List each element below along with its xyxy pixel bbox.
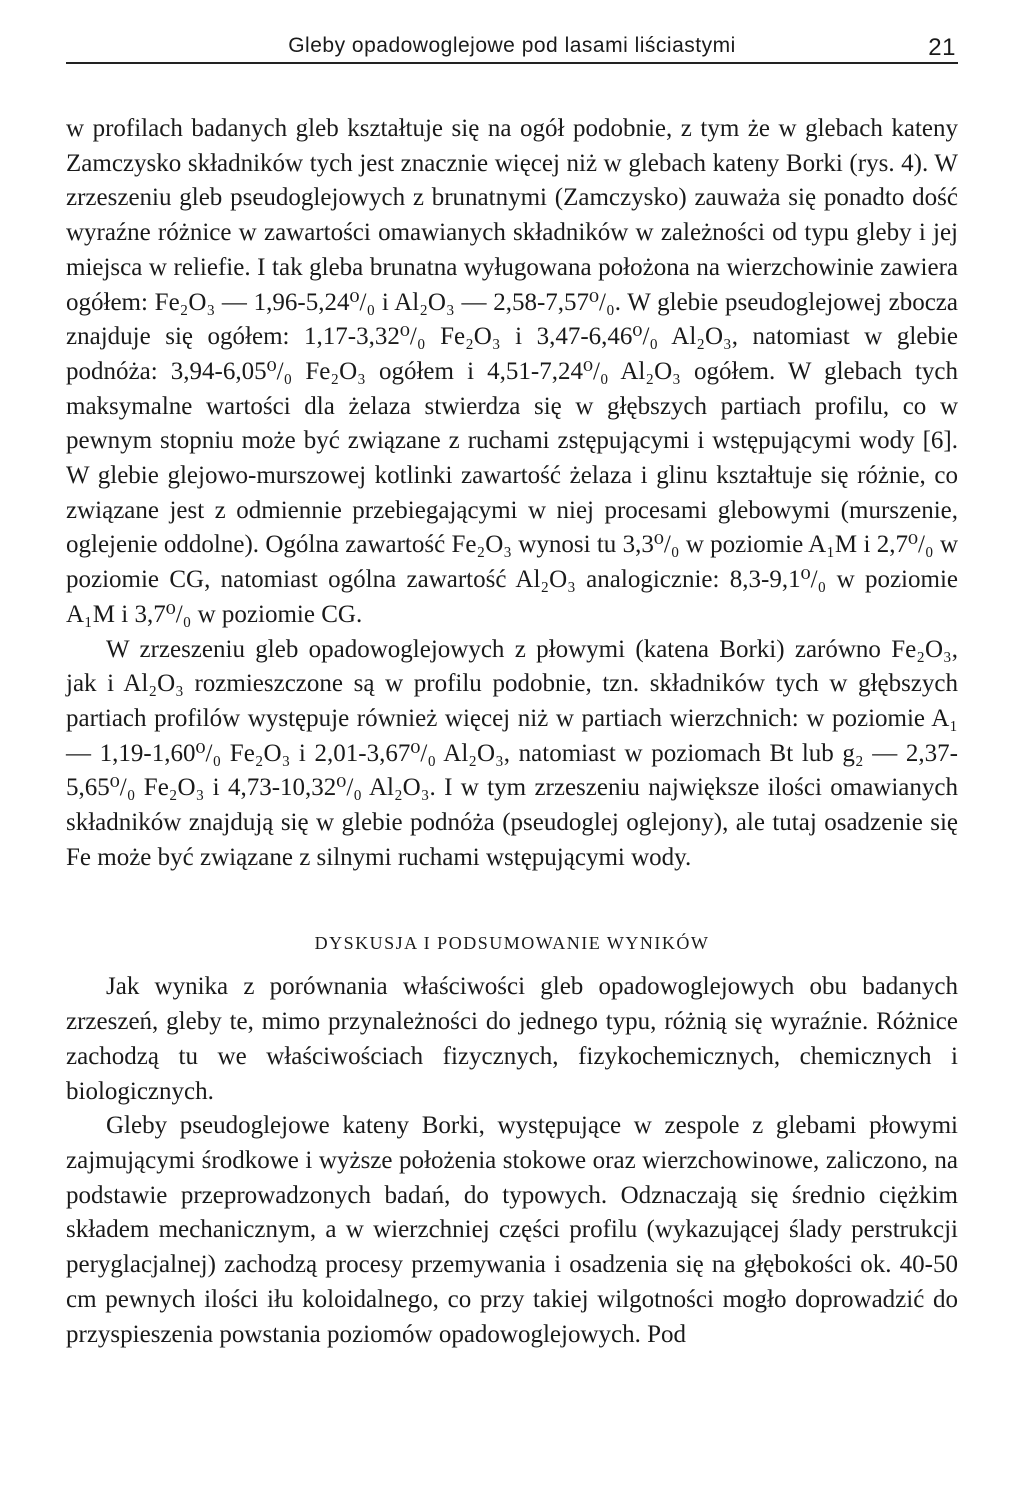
section-paragraph-1: Jak wynika z porównania właściwości gleb opadowoglejowych obu badanych zrzeszeń, gleby te, mimo przynależności do jednego typu, różnią się wyraźnie. Różnice zachodzą tu we właściwościach fizycznych, fizykochemicznych, chemicznych i biologicznych. (66, 973, 958, 1105)
running-title: Gleby opadowoglejowe pod lasami liściastymi (288, 34, 736, 57)
body-paragraph-2: W zrzeszeniu gleb opadowoglejowych z płowymi (katena Borki) zarówno Fe₂O₃, jak i Al₂O₃ rozmieszczone są w profilu podobnie, tzn. składników tych w głębszych partiach profilów występuje również więcej niż w partiach wierzchnich: w poziomie A₁ — 1,19-1,60⁰/₀ Fe₂O₃ i 2,01-3,67⁰/₀ Al₂O₃, natomiast w poziomach Bt lub g₂ — 2,37-5,65⁰/₀ Fe₂O₃ i 4,73-10,32⁰/₀ Al₂O₃. I w tym zrzeszeniu największe ilości omawianych składników znajdują się w glebie podnóża (pseudoglej oglejony), ale tutaj osadzenie się Fe może być związane z silnymi ruchami wstępującymi wody. (66, 635, 958, 871)
body-paragraph-1: w profilach badanych gleb kształtuje się na ogół podobnie, z tym że w glebach kateny Zamczysko składników tych jest znacznie więcej niż w glebach kateny Borki (rys. 4). W zrzeszeniu gleb pseudoglejowych z brunatnymi (Zamczysko) zauważa się ponadto dość wyraźne różnice w zawartości omawianych składników w zależności od typu gleby i jej miejsca w reliefie. I tak gleba brunatna wyługowana położona na wierzchowinie zawiera ogółem: Fe₂O₃ — 1,96-5,24⁰/₀ i Al₂O₃ — 2,58-7,57⁰/₀. W glebie pseudoglejowej zbocza znajduje się ogółem: 1,17-3,32⁰/₀ Fe₂O₃ i 3,47-6,46⁰/₀ Al₂O₃, natomiast w glebie podnóża: 3,94-6,05⁰/₀ Fe₂O₃ ogółem i 4,51-7,24⁰/₀ Al₂O₃ ogółem. W glebach tych maksymalne wartości dla żelaza stwierdza się w głębszych partiach profilu, co w pewnym stopniu może być związane z ruchami zstępującymi i wstępującymi wody [6]. W glebie glejowo-murszowej kotlinki zawartość żelaza i glinu kształtuje się różnie, co związane jest z odmiennie przebiegającymi w niej procesami glebowymi (murszenie, oglejenie oddolne). Ogólna zawartość Fe₂O₃ wynosi tu 3,3⁰/₀ w poziomie A₁M i 2,7⁰/₀ w poziomie CG, natomiast ogólna zawartość Al₂O₃ analogicznie: 8,3-9,1⁰/₀ w poziomie A₁M i 3,7⁰/₀ w poziomie CG. (66, 115, 958, 628)
section-paragraph-2: Gleby pseudoglejowe kateny Borki, występujące w zespole z glebami płowymi zajmującymi środkowe i wyższe położenia stokowe oraz wierzchowinowe, zaliczono, na podstawie przeprowadzonych badań, do typowych. Odznaczają się średnio ciężkim składem mechanicznym, a w wierzchniej części profilu (wykazującej ślady perstrukcji peryglacjalnej) zachodzą procesy przemywania i osadzenia się na głębokości ok. 40-50 cm pewnych ilości iłu koloidalnego, co przy takiej wilgotności mogło doprowadzić do przyspieszenia powstania poziomów opadowoglejowych. Pod (66, 1112, 958, 1348)
page-number: 21 (928, 34, 956, 61)
running-header (66, 28, 958, 64)
section-heading: DYSKUSJA I PODSUMOWANIE WYNIKÓW (314, 933, 710, 954)
document-page (66, 28, 958, 1352)
